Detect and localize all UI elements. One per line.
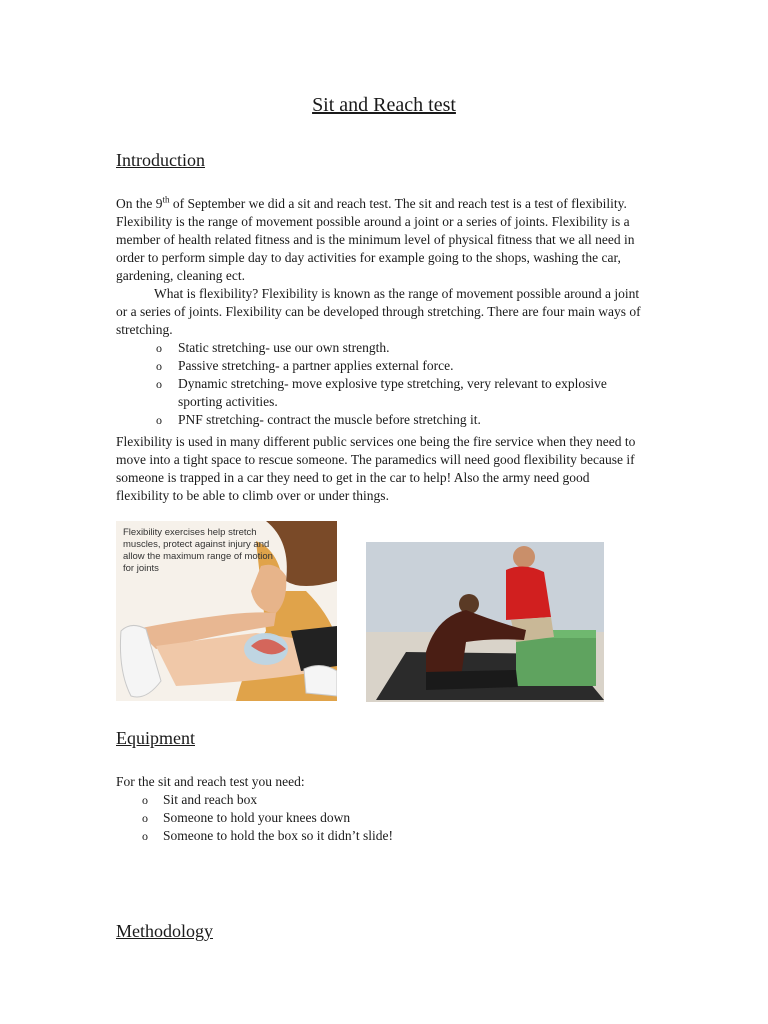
equipment-list [116,791,644,845]
bullet-mark: o [142,793,148,807]
list-item-text: Static stretching- use our own strength. [178,340,390,355]
ordinal-suffix: th [162,194,170,205]
bullet-mark: o [156,413,162,427]
equipment-heading: Equipment [116,728,195,748]
illustration-caption: Flexibility exercises help stretch muscles, protect against injury and allow the maximum range of motion for joints [123,527,273,574]
sit-and-reach-photo [366,542,604,702]
list-item-text: Someone to hold the box so it didn’t slide! [163,828,393,843]
list-item [116,375,644,411]
bullet-mark: o [142,829,148,843]
intro-p1-start: On the 9 [116,196,163,211]
equipment-intro: For the sit and reach test you need: [116,774,305,789]
list-item-text: Sit and reach box [163,792,258,807]
methodology-heading: Methodology [116,921,213,941]
bullet-mark: o [156,341,162,355]
stretching-types-list [116,339,644,429]
bullet-mark: o [156,377,162,391]
intro-paragraph-1 [116,195,644,285]
list-item [116,827,644,845]
list-item-text: Passive stretching- a partner applies external force. [178,358,454,373]
list-item [116,809,644,827]
list-item [116,791,644,809]
list-item [116,411,644,429]
intro-paragraph-3: Flexibility is used in many different public services one being the fire service when they need to move into a tight space to rescue someone. The paramedics will need good flexibility because if someone is trapped in a car they need to get in the car to help! Also the army need good flexibility to be able to climb over or under things. [116,434,636,503]
introduction-heading: Introduction [116,150,205,170]
flexibility-illustration [116,521,337,701]
bullet-mark: o [142,811,148,825]
list-item [116,339,644,357]
list-item [116,357,644,375]
page-title: Sit and Reach test [312,94,456,116]
intro-paragraph-2: What is flexibility? Flexibility is known as the range of movement possible around a joint or a series of joints. Flexibility can be developed through stretching. There are four main ways of stretching. [116,286,641,337]
sit-and-reach-picture [366,542,604,702]
list-item-text: PNF stretching- contract the muscle before stretching it. [178,412,481,427]
bullet-mark: o [156,359,162,373]
intro-p1-rest: of September we did a sit and reach test. The sit and reach test is a test of flexibility. Flexibility is the range of movement possible around a joint or a series of joints. Flexibility is a member of health related fitness and is the minimum level of physical fitness that we all need in order to perform simple day to day activities for example going to the shops, washing the car, gardening, cleaning ect. [116,196,635,283]
list-item-text: Someone to hold your knees down [163,810,351,825]
list-item-text: Dynamic stretching- move explosive type stretching, very relevant to explosive sporting activities. [178,376,607,409]
